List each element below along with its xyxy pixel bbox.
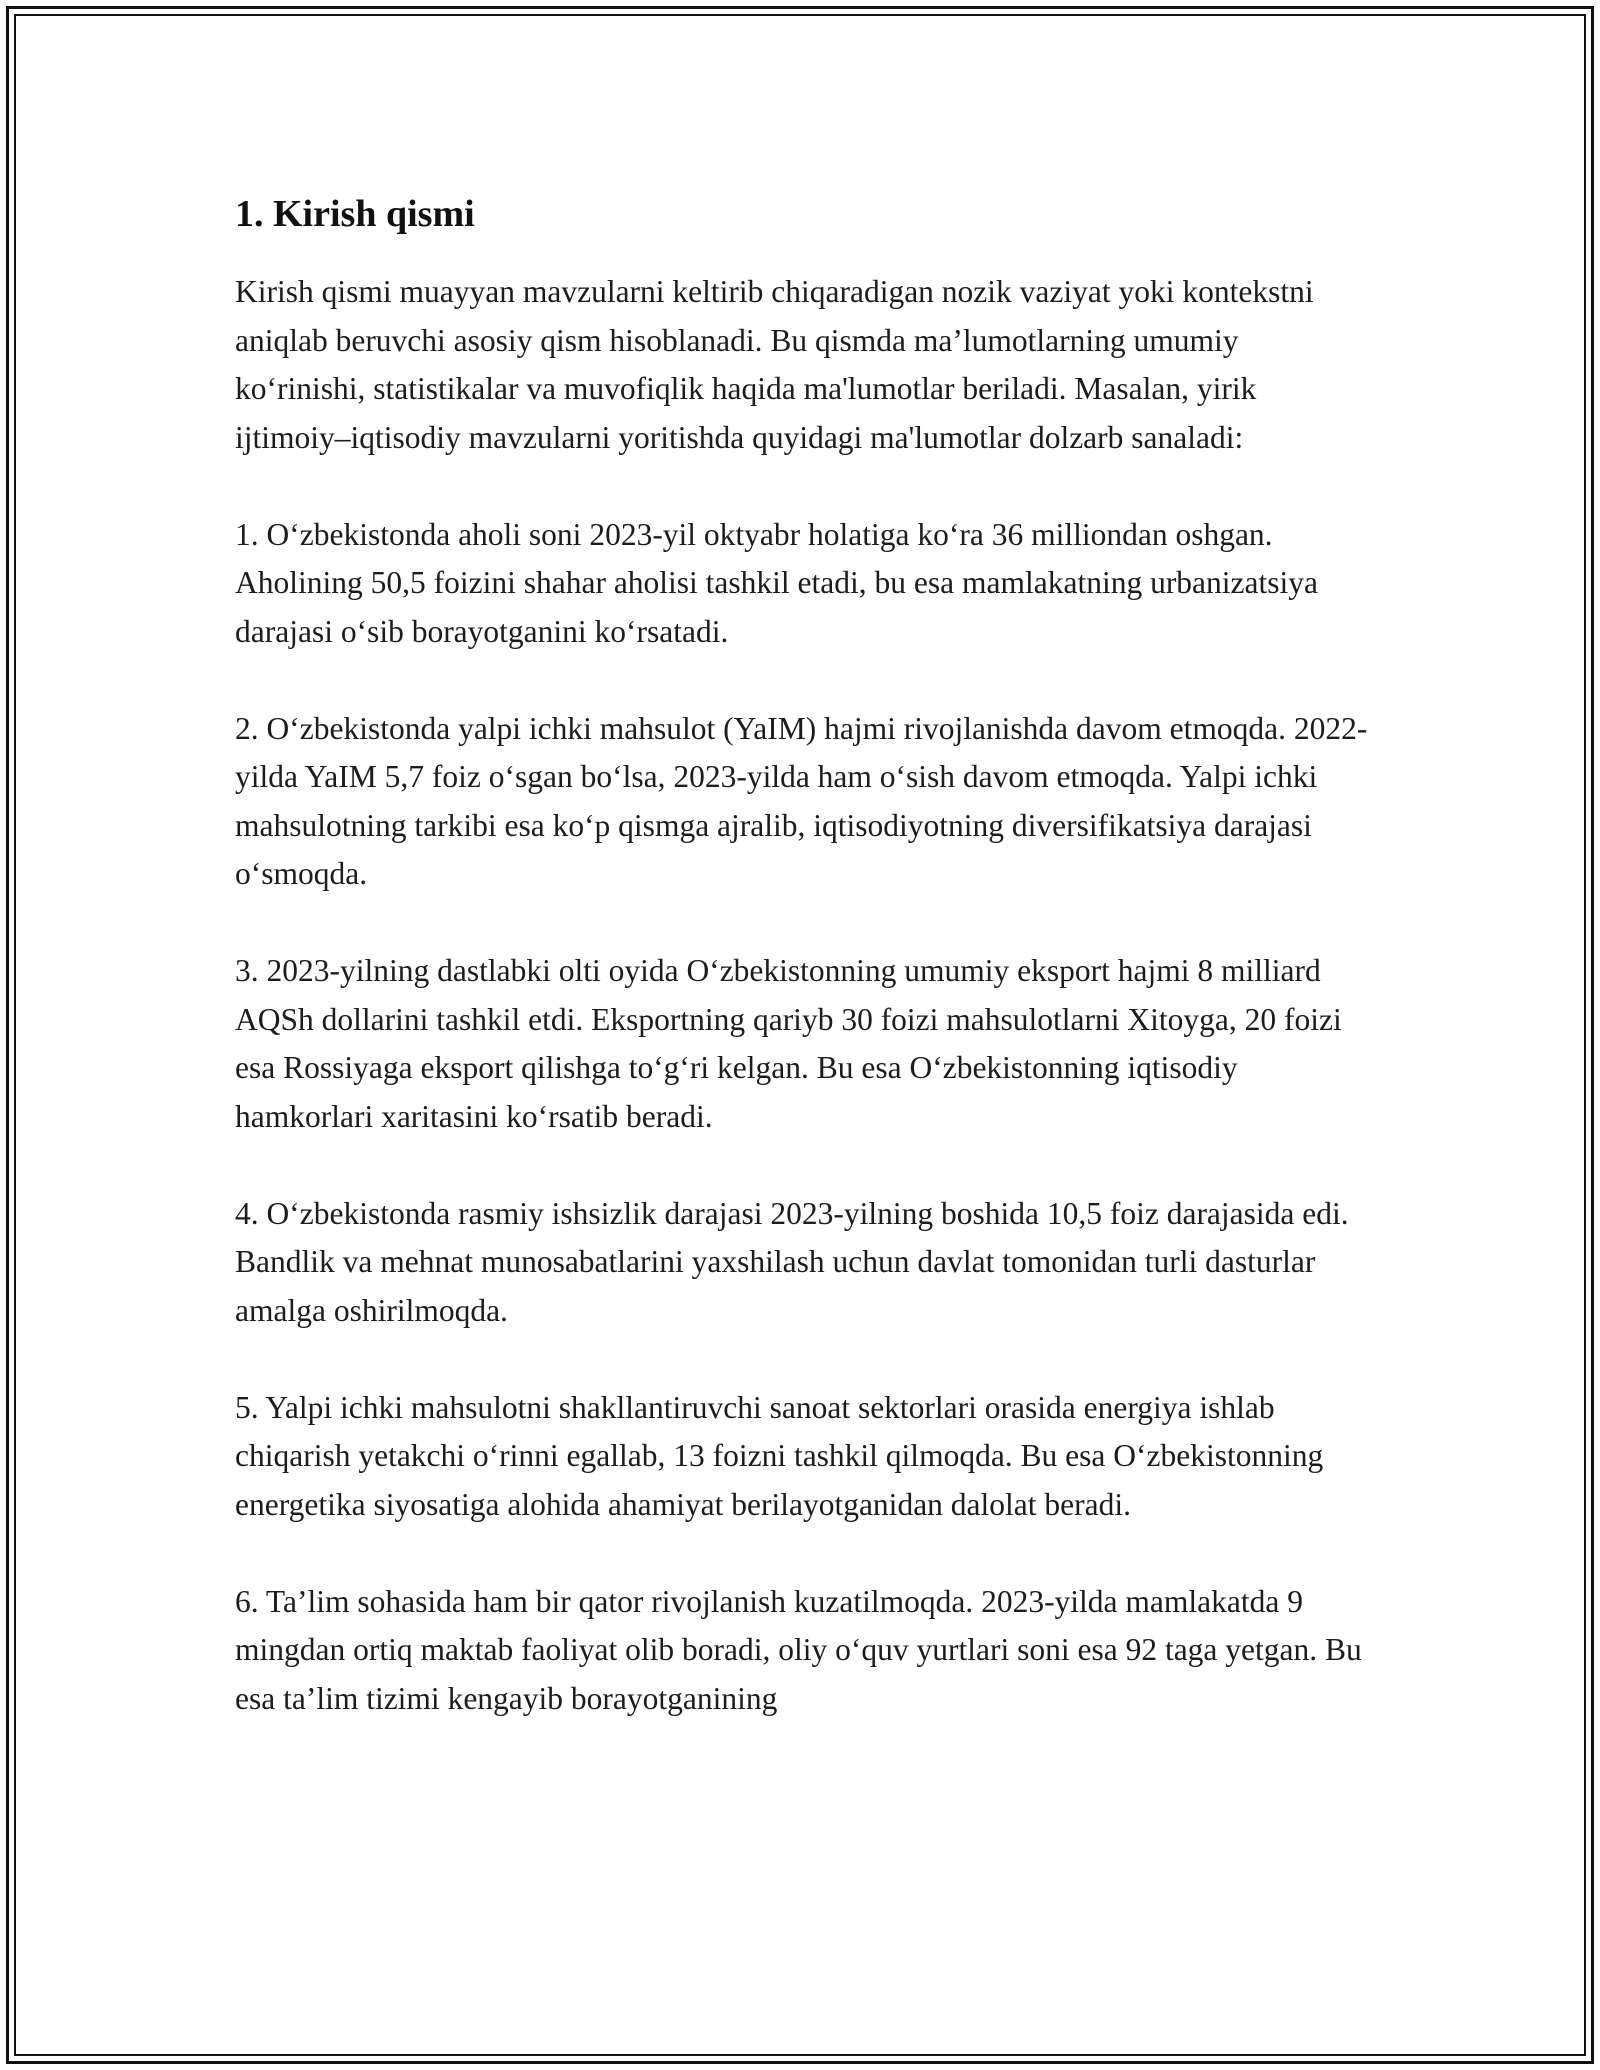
- list-item-4: 4. O‘zbekistonda rasmiy ishsizlik darajasi 2023-yilning boshida 10,5 foiz darajasida edi. Bandlik va mehnat munosabatlarini yaxshilash uchun davlat tomonidan turli dasturlar amalga oshirilmoqda.: [235, 1195, 1349, 1328]
- list-item-1: 1. O‘zbekistonda aholi soni 2023-yil oktyabr holatiga ko‘ra 36 milliondan oshgan. Aholining 50,5 foizini shahar aholisi tashkil etadi, bu esa mamlakatning urbanizatsiya darajasi o‘sib borayotganini ko‘rsatadi.: [235, 516, 1318, 649]
- document-body: [235, 184, 1375, 1772]
- section-heading: 1. Kirish qismi: [235, 193, 475, 235]
- list-item-2: 2. O‘zbekistonda yalpi ichki mahsulot (YaIM) hajmi rivojlanishda davom etmoqda. 2022-yilda YaIM 5,7 foiz o‘sgan bo‘lsa, 2023-yilda ham o‘sish davom etmoqda. Yalpi ichki mahsulotning tarkibi esa ko‘p qismga ajralib, iqtisodiyotning diversifikatsiya darajasi o‘smoqda.: [235, 710, 1368, 891]
- intro-paragraph: Kirish qismi muayyan mavzularni keltirib chiqaradigan nozik vaziyat yoki kontekstni aniqlab beruvchi asosiy qism hisoblanadi. Bu qismda ma’lumotlarning umumiy ko‘rinishi, statistikalar va muvofiqlik haqida ma'lumotlar beriladi. Masalan, yirik ijtimoiy–iqtisodiy mavzularni yoritishda quyidagi ma'lumotlar dolzarb sanaladi:: [235, 274, 1314, 455]
- list-item-5: 5. Yalpi ichki mahsulotni shakllantiruvchi sanoat sektorlari orasida energiya ishlab chiqarish yetakchi o‘rinni egallab, 13 foizni tashkil qilmoqda. Bu esa O‘zbekistonning energetika siyosatiga alohida ahamiyat berilayotganidan dalolat beradi.: [235, 1389, 1324, 1522]
- list-item-3: 3. 2023-yilning dastlabki olti oyida O‘zbekistonning umumiy eksport hajmi 8 milliard AQSh dollarini tashkil etdi. Eksportning qariyb 30 foizi mahsulotlarni Xitoyga, 20 foizi esa Rossiyaga eksport qilishga to‘g‘ri kelgan. Bu esa O‘zbekistonning iqtisodiy hamkorlari xaritasini ko‘rsatib beradi.: [235, 953, 1342, 1134]
- list-item-6: 6. Ta’lim sohasida ham bir qator rivojlanish kuzatilmoqda. 2023-yilda mamlakatda 9 mingdan ortiq maktab faoliyat olib boradi, oliy o‘quv yurtlari soni esa 92 taga yetgan. Bu esa ta’lim tizimi kengayib borayotganining: [235, 1583, 1362, 1716]
